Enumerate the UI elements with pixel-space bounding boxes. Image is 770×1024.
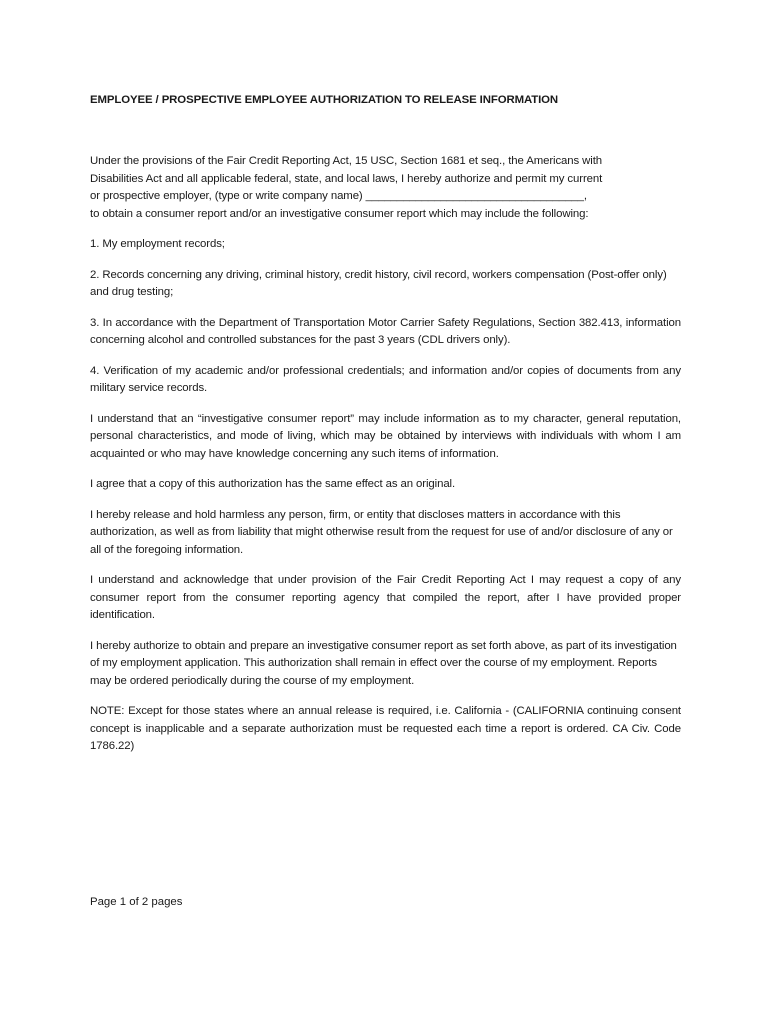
intro-line-1: Under the provisions of the Fair Credit Reporting Act, 15 USC, Section 1681 et seq., the Americans with <box>90 155 603 167</box>
paragraph-california-note: NOTE: Except for those states where an annual release is required, i.e. California - (CALIFORNIA continuing consent concept is inapplicable and a separate authorization must be requested each time a report is ordered. CA Civ. Code 1786.22) <box>90 705 681 752</box>
list-item-employment-records: 1. My employment records; <box>90 238 225 250</box>
intro-line-4: to obtain a consumer report and/or an investigative consumer report which may include the following: <box>90 207 589 220</box>
paragraph-fcra-request: I understand and acknowledge that under provision of the Fair Credit Reporting Act I may request a copy of any consumer report from the consumer reporting agency that compiled the report, after I have provided proper identification. <box>90 574 681 621</box>
list-item-dot-regulations: 3. In accordance with the Department of Transportation Motor Carrier Safety Regulations, Section 382.413, information concerning alcohol and controlled substances for the past 3 years (CDL drivers only). <box>90 316 681 346</box>
list-item-records-driving-criminal: 2. Records concerning any driving, criminal history, credit history, civil record, workers compensation (Post-offer only) and drug testing; <box>90 268 667 298</box>
paragraph-authorization-duration: I hereby authorize to obtain and prepare an investigative consumer report as set forth above, as part of its investigation of my employment application. This authorization shall remain in effect over the course of my employment. Reports may be ordered periodically during the course of my employment. <box>90 639 677 687</box>
page-number-footer: Page 1 of 2 pages <box>90 896 183 908</box>
intro-line-3-company-name-blank: or prospective employer, (type or write company name) ___________________________________, <box>90 190 587 202</box>
document-body <box>90 153 681 769</box>
intro-paragraph <box>90 153 681 223</box>
paragraph-release-harmless: I hereby release and hold harmless any person, firm, or entity that discloses matters in accordance with this authorization, as well as from liability that might otherwise result from the request for use of and/or disclosure of any or all of the foregoing information. <box>90 508 673 556</box>
paragraph-copy-effect: I agree that a copy of this authorization has the same effect as an original. <box>90 478 456 490</box>
list-item-credentials-verification: 4. Verification of my academic and/or professional credentials; and information and/or copies of documents from any military service records. <box>90 364 681 394</box>
document-title: EMPLOYEE / PROSPECTIVE EMPLOYEE AUTHORIZATION TO RELEASE INFORMATION <box>90 94 559 106</box>
intro-line-2: Disabilities Act and all applicable federal, state, and local laws, I hereby authorize and permit my current <box>90 172 603 185</box>
paragraph-investigative-report: I understand that an “investigative consumer report” may include information as to my character, general reputation, personal characteristics, and mode of living, which may be obtained by interviews with individuals with whom I am acquainted or who may have knowledge concerning any such items of information. <box>90 412 681 460</box>
